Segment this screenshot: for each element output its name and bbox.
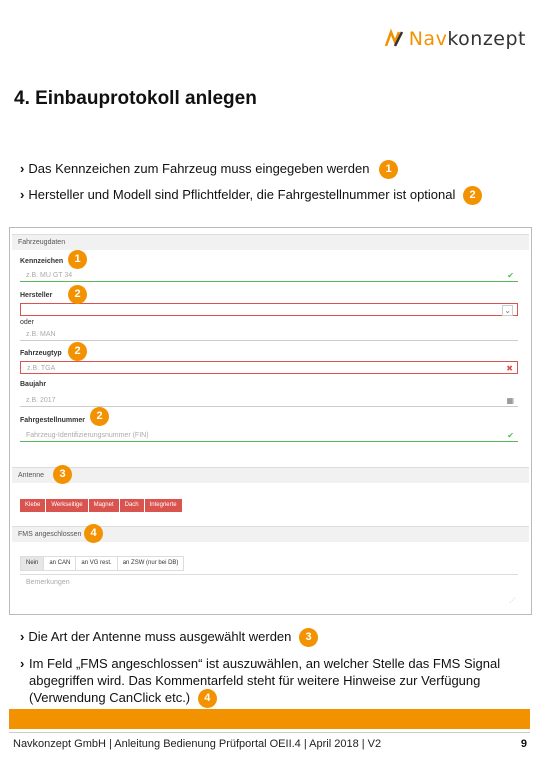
fms-button-group bbox=[20, 551, 183, 571]
step-badge: 1 bbox=[68, 250, 87, 269]
section-fms-header: FMS angeschlossen bbox=[12, 526, 529, 542]
fahrzeugtyp-input[interactable]: z.B. TGA ✖ bbox=[20, 361, 518, 374]
comments-textarea[interactable]: Bemerkungen ⋰ bbox=[20, 574, 518, 606]
orange-footer-bar bbox=[9, 709, 530, 729]
step-badge: 3 bbox=[53, 465, 72, 484]
navkonzept-logo bbox=[383, 26, 526, 52]
section-antenna-header: Antenne bbox=[12, 467, 529, 483]
hersteller-select[interactable] bbox=[20, 303, 518, 316]
step-badge: 2 bbox=[90, 407, 109, 426]
chevron-down-icon: ⌄ bbox=[504, 306, 511, 315]
logo-text: Navkonzept bbox=[408, 28, 526, 50]
baujahr-input[interactable]: z.B. 2017 ▦ bbox=[20, 394, 518, 407]
section-vehicle-header: Fahrzeugdaten bbox=[12, 234, 529, 250]
fms-option-nein[interactable]: Nein bbox=[20, 556, 44, 571]
hersteller-freetext-input[interactable]: z.B. MAN bbox=[20, 328, 518, 341]
kennzeichen-input[interactable]: z.B. MU GT 34 ✔ bbox=[20, 269, 518, 282]
fahrzeugtyp-label: Fahrzeugtyp bbox=[20, 350, 62, 357]
step-badge: 1 bbox=[379, 160, 398, 179]
step-badge: 3 bbox=[299, 628, 318, 647]
calendar-icon: ▦ bbox=[506, 396, 514, 405]
kennzeichen-label: Kennzeichen bbox=[20, 258, 64, 265]
form-screenshot bbox=[9, 227, 532, 615]
antenna-option-klebe[interactable]: Klebe bbox=[20, 499, 46, 512]
error-x-icon: ✖ bbox=[506, 364, 513, 373]
antenna-option-dach[interactable]: Dach bbox=[120, 499, 145, 512]
baujahr-label: Baujahr bbox=[20, 381, 47, 388]
fms-option-can[interactable]: an CAN bbox=[43, 556, 76, 571]
footer-divider bbox=[9, 732, 530, 733]
antenna-button-group bbox=[20, 493, 183, 512]
check-icon: ✔ bbox=[507, 431, 514, 440]
hersteller-label: Hersteller bbox=[20, 292, 53, 299]
page-number: 9 bbox=[520, 738, 527, 750]
bullet-kennzeichen: › Das Kennzeichen zum Fahrzeug muss eingegeben werden 1 bbox=[20, 160, 398, 179]
step-badge: 2 bbox=[68, 285, 87, 304]
fahrgestellnummer-label: Fahrgestellnummer bbox=[20, 417, 85, 424]
page-heading: 4. Einbauprotokoll anlegen bbox=[14, 88, 257, 109]
step-badge: 2 bbox=[463, 186, 482, 205]
fms-option-zsw[interactable]: an ZSW (nur bei DB) bbox=[117, 556, 185, 571]
check-icon: ✔ bbox=[507, 271, 514, 280]
footer-text: Navkonzept GmbH | Anleitung Bedienung Prüfportal OEII.4 | April 2018 | V2 bbox=[13, 738, 382, 750]
bullet-antenne: › Die Art der Antenne muss ausgewählt werden 3 bbox=[20, 628, 318, 647]
step-badge: 4 bbox=[198, 689, 217, 708]
bullet-fms: › Im Feld „FMS angeschlossen“ ist auszuwählen, an welcher Stelle das FMS Signal abgegriffen wird. Das Kommentarfeld steht für weitere Hinweise zur Verfügung (Verwendung CanClick etc.) 4 bbox=[20, 655, 510, 708]
fms-option-vg-rest[interactable]: an VG rest. bbox=[75, 556, 117, 571]
fahrgestellnummer-input[interactable]: Fahrzeug-Identifizierungsnummer (FIN) ✔ bbox=[20, 429, 518, 442]
oder-label: oder bbox=[20, 319, 35, 326]
antenna-option-integrierte[interactable]: Integrierte bbox=[145, 499, 183, 512]
antenna-option-werkseitige[interactable]: Werkseitige bbox=[46, 499, 88, 512]
navkonzept-logo-icon bbox=[383, 28, 405, 50]
resize-handle-icon[interactable]: ⋰ bbox=[509, 598, 515, 604]
antenna-option-magnet[interactable]: Magnet bbox=[89, 499, 120, 512]
bullet-hersteller: › Hersteller und Modell sind Pflichtfelder, die Fahrgestellnummer ist optional 2 bbox=[20, 186, 482, 205]
step-badge: 4 bbox=[84, 524, 103, 543]
step-badge: 2 bbox=[68, 342, 87, 361]
